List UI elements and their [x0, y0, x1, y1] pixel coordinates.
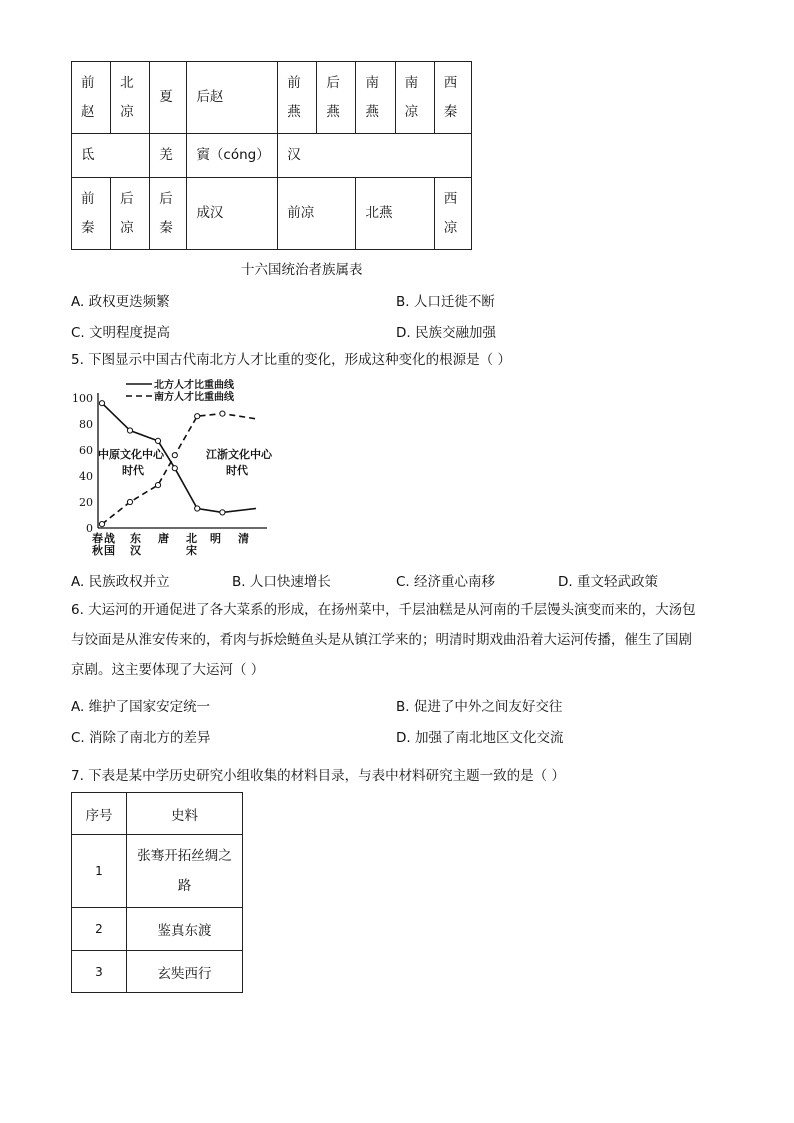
cell-char: 前: [81, 190, 95, 207]
x-tick-label: 春: [92, 532, 103, 545]
x-tick-label: 战: [104, 532, 115, 545]
data-point: [220, 411, 225, 416]
legend-label: 北方人才比重曲线: [154, 380, 234, 391]
data-point: [172, 453, 177, 458]
cell-char: 燕: [326, 103, 340, 120]
table-cell: [278, 62, 317, 134]
y-tick-label: 0: [86, 522, 93, 535]
header-cell: 序号: [72, 793, 127, 835]
q5-option-a: A. 民族政权并立: [71, 574, 170, 590]
cell-char: 后: [120, 190, 134, 207]
table-cell: 賨（cóng）: [187, 134, 278, 178]
materials-table: [71, 792, 243, 993]
q5-option-b: B. 人口快速增长: [232, 574, 331, 590]
cell-char: 后: [326, 74, 340, 91]
row-number: 3: [72, 951, 127, 993]
table-cell: 北燕: [356, 178, 434, 250]
cell-char: 前: [81, 74, 95, 91]
table-caption: 十六国统治者族属表: [241, 262, 363, 278]
cell-char: 凉: [404, 103, 419, 120]
y-tick-label: 40: [79, 470, 93, 483]
table-row: [72, 908, 243, 951]
table-cell: [317, 62, 356, 134]
cell-char: 北: [120, 74, 134, 91]
cell-char: 凉: [120, 219, 134, 236]
material-cell: [127, 835, 243, 908]
chart-annotation: 时代: [226, 464, 248, 477]
q6-option-d: D. 加强了南北地区文化交流: [396, 730, 564, 746]
cell-char: 西: [443, 74, 458, 91]
table-cell: 前凉: [278, 178, 356, 250]
chart-annotation: 时代: [122, 464, 144, 477]
table-row: [72, 835, 243, 908]
cell-char: 南: [365, 74, 379, 91]
material-text: 张骞开拓丝绸之: [137, 848, 232, 864]
cell-char: 赵: [81, 103, 95, 120]
cell-char: 后: [159, 190, 173, 207]
q6-stem-line1: 6. 大运河的开通促进了各大菜系的形成，在扬州菜中，千层油糕是从河南的千层馒头演变而来的，大汤包: [71, 602, 696, 618]
q6-stem-line3: 京剧。这主要体现了大运河（ ）: [71, 662, 265, 678]
data-point: [99, 522, 104, 527]
q5-option-c: C. 经济重心南移: [396, 574, 496, 590]
table-cell: [72, 178, 111, 250]
y-tick-label: 100: [72, 392, 93, 405]
data-point: [127, 428, 132, 433]
q5-stem: 5. 下图显示中国古代南北方人才比重的变化，形成这种变化的根源是（ ）: [71, 352, 511, 368]
data-point: [155, 483, 160, 488]
material-cell: 鉴真东渡: [127, 908, 243, 951]
q4-option-d: D. 民族交融加强: [396, 325, 496, 341]
table-cell: [356, 62, 395, 134]
table-cell: [111, 178, 150, 250]
q4-option-a: A. 政权更迭频繁: [71, 294, 170, 310]
legend-label: 南方人才比重曲线: [154, 392, 234, 403]
cell-char: 燕: [287, 103, 301, 120]
q6-option-b: B. 促进了中外之间友好交往: [396, 699, 563, 715]
cell-char: 南: [404, 74, 419, 91]
data-point: [99, 401, 104, 406]
material-cell: 玄奘西行: [127, 951, 243, 993]
x-tick-label: 汉: [130, 544, 141, 557]
y-tick-label: 60: [79, 444, 93, 457]
table-cell: [111, 62, 150, 134]
y-tick-label: 20: [79, 496, 93, 509]
data-point: [220, 510, 225, 515]
data-point: [172, 466, 177, 471]
x-tick-label: 东: [130, 532, 141, 545]
row-number: 1: [72, 835, 127, 908]
table-row: [72, 62, 472, 134]
y-tick-label: 80: [79, 418, 93, 431]
table-row: [72, 178, 472, 250]
table-cell: [434, 62, 471, 134]
q7-stem: 7. 下表是某中学历史研究小组收集的材料目录，与表中材料研究主题一致的是（ ）: [71, 768, 565, 784]
cell-char: 秦: [159, 219, 173, 236]
chart-annotation: 江浙文化中心: [206, 448, 272, 461]
table-cell: 夏: [150, 62, 187, 134]
table-cell: [72, 62, 111, 134]
x-tick-label: 清: [238, 532, 249, 545]
data-point: [195, 414, 200, 419]
table-row: [72, 793, 243, 835]
table-cell: 后赵: [187, 62, 278, 134]
ethnic-table: [71, 61, 472, 250]
cell-char: 凉: [443, 219, 458, 236]
data-point: [127, 499, 132, 504]
table-row: [72, 951, 243, 993]
table-cell: [395, 62, 434, 134]
x-tick-label: 北: [186, 532, 197, 545]
table-cell: 汉: [278, 134, 472, 178]
data-point: [195, 506, 200, 511]
cell-char: 燕: [365, 103, 379, 120]
q6-stem-line2: 与饺面是从淮安传来的，肴肉与拆烩鲢鱼头是从镇江学来的；明清时期戏曲沿着大运河传播，催生了国剧: [71, 632, 692, 648]
x-tick-label: 宋: [186, 544, 197, 557]
table-cell: [150, 178, 187, 250]
cell-char: 西: [443, 190, 458, 207]
table-row: [72, 134, 472, 178]
cell-char: 秦: [443, 103, 458, 120]
cell-char: 秦: [81, 219, 95, 236]
q5-option-d: D. 重文轻武政策: [558, 574, 658, 590]
cell-char: 前: [287, 74, 301, 91]
table-cell: [434, 178, 471, 250]
q6-option-c: C. 消除了南北方的差异: [71, 730, 211, 746]
material-text: 路: [177, 878, 192, 894]
table-cell: 成汉: [187, 178, 278, 250]
cell-char: 凉: [120, 103, 134, 120]
q4-option-c: C. 文明程度提高: [71, 325, 171, 341]
x-tick-label: 明: [210, 532, 221, 545]
x-tick-label: 唐: [158, 532, 169, 545]
talent-ratio-chart: [60, 378, 280, 558]
x-tick-label: 国: [104, 544, 115, 557]
q6-option-a: A. 维护了国家安定统一: [71, 699, 211, 715]
x-tick-label: 秋: [92, 544, 103, 557]
q4-option-b: B. 人口迁徙不断: [396, 294, 495, 310]
table-cell: 羌: [150, 134, 187, 178]
row-number: 2: [72, 908, 127, 951]
table-cell: 氐: [72, 134, 150, 178]
header-cell: 史料: [127, 793, 243, 835]
chart-annotation: 中原文化中心: [98, 448, 164, 461]
data-point: [155, 438, 160, 443]
